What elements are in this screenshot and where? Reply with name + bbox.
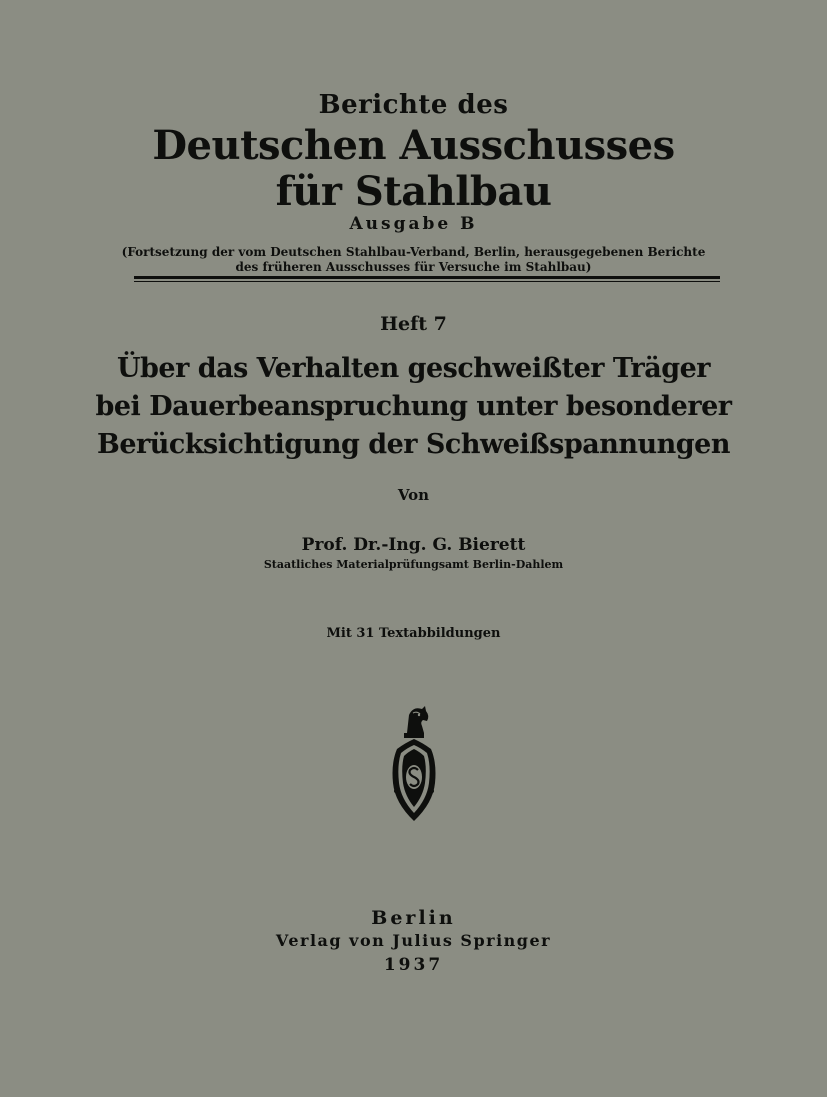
issue-title-line-1: Über das Verhalten geschweißter Träger [116,353,711,384]
publisher-city: Berlin [371,907,456,929]
publisher-name: Verlag von Julius Springer [275,931,552,950]
series-line: Berichte des [318,90,509,120]
divider-thin [134,281,720,282]
issue-number: Heft 7 [380,313,447,335]
edition-label: Ausgabe B [349,214,478,234]
springer-knight-logo-icon [389,703,439,825]
publication-year: 1937 [383,955,444,975]
author-name: Prof. Dr.-Ing. G. Bierett [301,535,526,555]
main-title-line-2: für Stahlbau [275,168,552,215]
series-note-line-1: (Fortsetzung der vom Deutschen Stahlbau-Verband, Berlin, herausgegebenen Berichte [121,245,706,259]
divider-thick [134,276,720,279]
main-title-line-1: Deutschen Ausschusses [152,122,675,169]
issue-title-line-2: bei Dauerbeanspruchung unter besonderer [95,391,732,422]
author-by-label: Von [397,486,430,504]
issue-title-line-3: Berücksichtigung der Schweißspannungen [97,429,730,460]
author-institution: Staatliches Materialprüfungsamt Berlin-Dahlem [263,558,564,571]
figures-note: Mit 31 Textabbildungen [326,626,501,641]
series-note-line-2: des früheren Ausschusses für Versuche im Stahlbau) [235,260,592,274]
